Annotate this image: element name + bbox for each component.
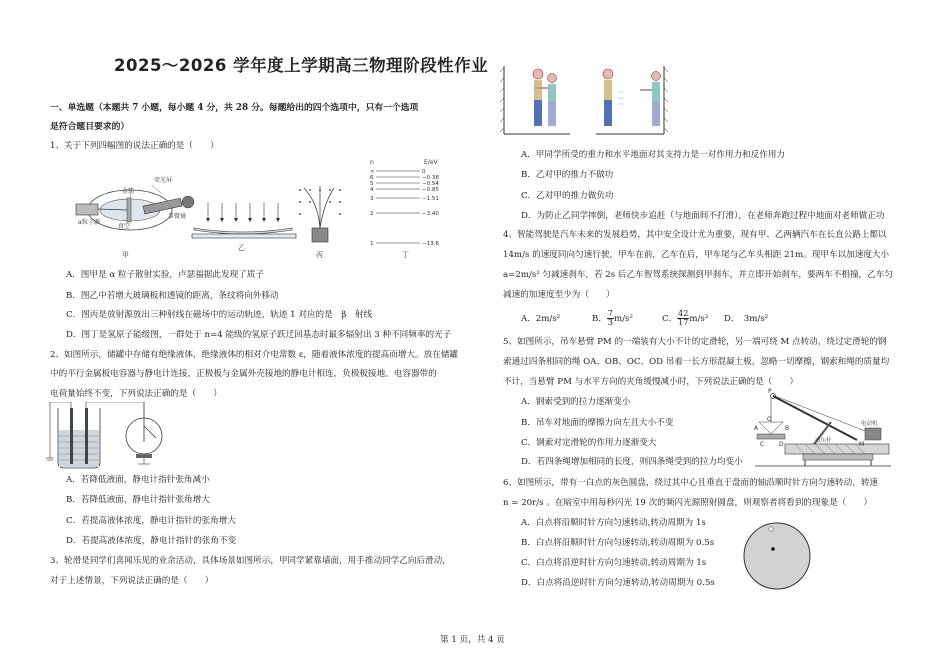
q6-stem-line2: n = 20r/s 。在暗室中用每秒闪光 19 次的频闪光源照射圆盘，则观察者将看到的现象是（ ） [503,498,873,508]
fig-label-jia: 甲 [122,251,129,259]
label-fluorescent-screen: 荧光屏 [154,177,173,184]
energy-level-e: 0 [422,169,426,175]
crane-label-motor: 电动机 [861,421,878,427]
q2-option-a: A．若降低液面，静电计指针张角减小 [66,475,210,485]
energy-level-e: −0.38 [422,175,439,181]
energy-level-e: −13.6 [422,241,439,247]
crane-label-c: C [760,441,765,448]
energy-level-n: 1 [370,241,374,247]
newton-rings-diagram [192,203,296,252]
q4-stem-line3: a=2m/s² 匀减速刹车，若 2s 后乙车智驾系统探测到甲刹车，并立即开始刹车，要两车不相撞，乙车匀 [503,270,893,280]
white-dot-icon [769,527,773,531]
q5-option-a: A．钢索受到的拉力逐渐变小 [521,397,631,407]
energy-e-header: E/eV [424,159,438,166]
crane-label-b: B [785,425,790,432]
skating-scene-before [500,66,570,134]
label-microscope: 显微镜 [168,213,187,220]
q2-option-c: C．若提高液体浓度，静电计指针的张角增大 [66,516,236,526]
energy-n-header: n [370,159,374,166]
energy-level-e: −1.51 [422,196,439,202]
q3-figure [500,62,690,138]
q4-option-c-denominator: 17 [678,318,689,327]
fig-label-yi: 乙 [238,244,245,252]
q4-stem-line2: 14m/s 的速度同向匀速行驶，甲车在前，乙车在后，甲车尾与乙车头相距 21m。现甲车以加速度大小 [503,250,890,260]
q4-option-b-numerator: 7 [607,309,614,318]
q1-option-a: A．图甲是 α 粒子散射实验，卢瑟福据此发现了质子 [66,270,264,280]
q4-option-c-unit: m/s² [689,314,709,324]
page-title: 2025～2026 学年度上学期高三物理阶段性作业 [114,56,489,75]
q3-option-a: A．甲同学所受的重力和水平地面对其支持力是一对作用力和反作用力 [521,150,786,160]
q1-figure [72,158,462,260]
q4-option-c-numerator: 42 [678,309,689,318]
crane-label-hydraulic: 液压杆 [815,438,832,444]
energy-level-n: 3 [370,196,374,202]
q1-option-c: C．图丙是放射源放出三种射线在磁场中的运动轨迹，轨迹 1 对应的是 β 射线 [66,310,373,320]
q4-stem-line1: 4、智能驾驶是汽车未来的发展趋势，其中安全设计尤为重要，现有甲、乙两辆汽车在长直公路上都以 [503,230,887,240]
q2-option-b: B．若降低液面，静电计指针张角增大 [66,495,210,505]
energy-level-n: 2 [370,211,374,217]
q2-option-d: D．若提高液体浓度，静电计指针的张角不变 [66,536,237,546]
energy-level-n: 5 [370,181,374,187]
q4-stem-line4: 减速的加速度至少为（ ） [503,290,615,300]
q5-option-c: C．钢索对定滑轮的作用力逐渐变大 [521,438,657,448]
energy-level-n: ∞ [370,169,375,175]
electrometer [126,402,162,464]
energy-level-diagram [370,159,439,259]
q6-option-b: B．白点将沿顺时针方向匀速转动,转动周期为 0.5s [521,538,715,548]
crane-label-o: O [767,416,772,423]
q6-option-a: A．白点将沿顺时针方向匀速转动,转动周期为 1s [521,518,706,528]
q6-disc-figure [740,518,814,592]
q3-option-d: D．为防止乙同学摔倒，老师快步追赶（与地面间不打滑），在老师奔跑过程中地面对老师做正功 [521,211,885,221]
energy-level-n: 6 [370,175,374,181]
q4-option-b-letter: B． [592,314,607,324]
crane-label-m: M [859,441,865,448]
q4-option-b-unit: m/s² [614,314,633,324]
q5-option-d: D．若四条绳增加相同的长度，则四条绳受到的拉力均变小 [521,457,743,467]
energy-level-n: 4 [370,187,374,193]
q1-option-b: B．图乙中若增大玻璃板和透镜的距离，条纹将向外移动 [66,291,279,301]
q5-crane-figure [745,388,895,468]
q6-option-d: D．白点将沿逆时针方向匀速转动,转动周期为 0.5s [521,578,715,588]
energy-level-e: −0.85 [422,187,439,193]
crane-label-a: A [754,425,759,432]
label-gold-foil: 金箔 [122,188,135,195]
crane-label-p: P [768,388,772,395]
q2-stem-line2: 中的平行金属板电容器与静电计连接，正极板与金属外壳接地的静电计相连，负极板接地。电容器带的 [50,369,437,379]
fig-label-bing: 丙 [316,251,323,259]
label-vacuum: 真空 [118,223,131,230]
q2-stem-line1: 2、如图所示，储罐中存储有绝缘液体，绝缘液体的相对介电常数 ε，随着液体浓度的提高而增大。放在储罐 [50,350,458,360]
q1-option-d: D．图丁是氢原子能级图，一群处于 n=4 能级的氢原子跃迁回基态时最多辐射出 3 种不同频率的光子 [66,330,452,340]
q3-option-b: B．乙对甲的推力不做功 [521,170,614,180]
q5-stem-line2: 索通过四条相同的绳 OA、OB、OC、OD 吊着一长方形混凝土板，忽略一切摩擦，钢索和绳的质量均 [503,357,890,367]
q3-stem-line1: 3、轮滑是同学们喜闻乐见的业余活动，具体场景如图所示，甲同学紧靠墙面，用手推动同学乙向后滑动， [50,556,451,566]
q5-stem-line3: 不计，当悬臂 PM 与水平方向的夹角缓慢减小时，下列说法正确的是（ ） [503,377,799,387]
radiation-tracks-diagram [299,186,341,259]
page-footer: 第 1 页，共 4 页 [440,635,505,645]
label-alpha-source: α粒子源 [78,219,100,226]
q3-stem-line2: 对于上述情景，下列说法正确的是（ ） [50,576,214,586]
storage-tank-capacitor [46,402,144,468]
skating-scene-after [596,66,668,134]
section-heading-line1: 一、单选题（本题共 7 小题，每小题 4 分，共 28 分。每题给出的四个选项中，只有一个选项 [50,103,419,113]
q5-option-b: B．吊车对地面的摩擦力向左且大小不变 [521,418,674,428]
q4-option-b-denominator: 3 [607,318,614,327]
q3-option-c: C．乙对甲的推力做负功 [521,191,614,201]
q1-stem: 1、关于下列四幅图的说法正确的是（ ） [50,141,219,151]
energy-level-e: −3.40 [422,211,439,217]
alpha-scattering-diagram [76,176,194,259]
q6-option-c: C．白点将沿逆时针方向匀速转动,转动周期为 1s [521,558,707,568]
q4-option-a: A．2m/s² [521,314,561,324]
crane-diagram [754,388,891,466]
fig-label-ding: 丁 [402,251,409,259]
q6-stem-line1: 6、如图所示，带有一白点的灰色圆盘，绕过其中心且垂直于盘面的轴沿顺时针方向匀速转动，转速 [503,478,879,488]
q2-stem-line3: 电荷量始终不变，下列说法正确的是（ ） [50,389,222,399]
q2-figure [44,402,184,470]
q4-option-b-fraction [607,310,614,327]
q5-stem-line1: 5、如图所示，吊车悬臂 PM 的一端装有大小不计的定滑轮，另一端可绕 M 点转动，绕过定滑轮的钢 [503,337,887,347]
q4-option-c-letter: C． [662,314,678,324]
q4-option-d: D． 3m/s² [724,314,769,324]
q4-option-c-fraction [677,310,689,327]
disc-center-icon [771,547,775,551]
q4-option-b [592,306,633,332]
q4-option-c [662,306,708,332]
section-heading-line2: 是符合题目要求的） [50,122,130,132]
crane-label-d: D [779,441,784,448]
energy-level-e: −0.54 [422,181,439,187]
